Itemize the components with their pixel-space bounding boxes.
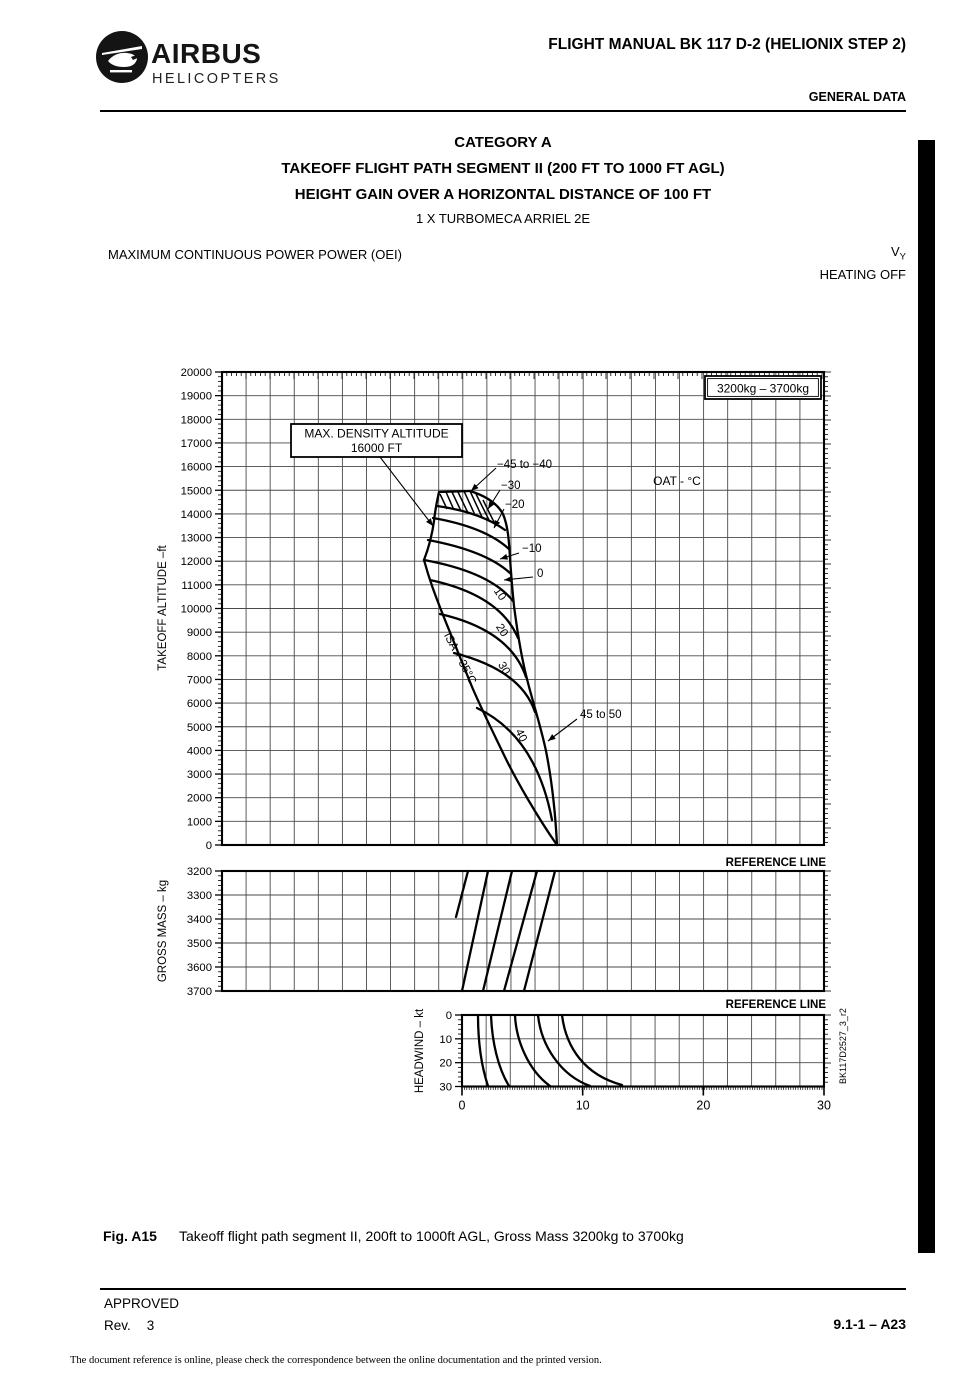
- label-oat-unit: OAT - °C: [653, 474, 701, 488]
- reference-line-label-2: REFERENCE LINE: [725, 999, 826, 1011]
- y-tick-label: 4000: [186, 745, 212, 758]
- y-tick-label: 20000: [180, 367, 212, 379]
- figure-file-id: BK117D2527_3_r2: [838, 1008, 848, 1084]
- change-bar: [918, 140, 935, 1253]
- y-tick-label: 7000: [186, 674, 212, 687]
- y-tick-label: 0: [205, 840, 212, 852]
- engine-title: 1 X TURBOMECA ARRIEL 2E: [415, 211, 591, 226]
- x-tick-label: 30: [817, 1098, 831, 1113]
- y-tick-label: 19000: [180, 390, 212, 403]
- max-density-altitude-box: [291, 424, 462, 457]
- gross-mass-panel: [157, 866, 831, 998]
- y-tick-label: 9000: [186, 627, 212, 640]
- section-title: GENERAL DATA: [808, 90, 906, 104]
- page-reference: 9.1-1 – A23: [833, 1316, 906, 1332]
- manual-title: FLIGHT MANUAL BK 117 D-2 (HELIONIX STEP 2): [548, 36, 906, 53]
- takeoff-altitude-panel-envelope-top-edge: [439, 491, 470, 492]
- footer-rule: [100, 1288, 906, 1290]
- label-oat-20: 20: [493, 621, 511, 640]
- figure-number: Fig. A15: [103, 1228, 157, 1244]
- label-isa-plus-35: ISA + 35°C: [441, 630, 479, 687]
- y-tick-label: 3600: [186, 962, 212, 974]
- gross-mass-panel-mass-line-5: [524, 871, 555, 991]
- online-reference-note: The document reference is online, please check the correspondence between the online documentation and the printed version.: [70, 1355, 602, 1366]
- x-tick-label: 0: [458, 1098, 466, 1113]
- y-tick-label: 3500: [186, 938, 212, 950]
- label-oat-minus-20: −20: [505, 499, 525, 511]
- takeoff-altitude-panel: [157, 367, 831, 852]
- takeoff-altitude-panel-isa-plus-35-boundary: [424, 560, 557, 845]
- y-tick-label: 3400: [186, 914, 212, 926]
- label-oat-minus-30: −30: [501, 480, 521, 492]
- y-tick-label: 8000: [186, 650, 212, 663]
- max-density-leader-arrowhead: [426, 518, 433, 526]
- label-oat-45-to-50: 45 to 50: [580, 709, 622, 721]
- y-tick-label: 30: [439, 1081, 452, 1094]
- mass-range-box-text: 3200kg – 3700kg: [716, 381, 810, 396]
- figure-caption: [103, 1228, 684, 1244]
- y-tick-label: 20: [439, 1057, 452, 1070]
- gross-mass-panel-mass-line-4: [504, 871, 537, 991]
- label-oat-10: 10: [490, 585, 509, 603]
- approval-status: APPROVED: [104, 1296, 180, 1311]
- y-tick-label: 11000: [181, 579, 212, 592]
- y-tick-label: 10: [439, 1033, 452, 1046]
- label-oat-minus-10: −10: [522, 543, 542, 555]
- label-oat-40: 40: [512, 727, 529, 745]
- headwind-panel: [414, 1008, 831, 1112]
- chart-title-line3: HEIGHT GAIN OVER A HORIZONTAL DISTANCE OF 100 FT: [294, 186, 712, 203]
- heating-condition: HEATING OFF: [819, 267, 906, 282]
- oat-45-to-50-leader: [548, 719, 577, 741]
- y-tick-label: 1000: [186, 816, 212, 829]
- y-tick-label: 12000: [180, 556, 212, 569]
- brand-name: AIRBUS: [151, 38, 262, 69]
- chart-title-line2: TAKEOFF FLIGHT PATH SEGMENT II (200 FT TO 1000 FT AGL): [281, 160, 725, 177]
- oat-minus-45-leader: [471, 468, 496, 491]
- takeoff-altitude-panel-axis-title: TAKEOFF ALTITUDE –ft: [157, 545, 169, 671]
- oat-0-leader-arrowhead: [504, 576, 512, 582]
- speed-v: V: [890, 244, 900, 259]
- y-tick-label: 3300: [186, 890, 212, 902]
- chart-title-line1: CATEGORY A: [454, 134, 552, 151]
- max-density-altitude-box-text: MAX. DENSITY ALTITUDE: [304, 426, 449, 441]
- y-tick-label: 3200: [186, 866, 212, 878]
- y-tick-label: 15000: [180, 485, 212, 498]
- gross-mass-panel-mass-line-1: [456, 871, 468, 917]
- y-tick-label: 6000: [186, 698, 212, 711]
- gross-mass-panel-axis-title: GROSS MASS – kg: [157, 879, 169, 983]
- revision-value: 3: [146, 1318, 155, 1333]
- panel-border: [222, 871, 824, 991]
- y-tick-label: 18000: [180, 414, 212, 427]
- label-oat-minus-45-to-40: −45 to −40: [497, 459, 552, 471]
- y-tick-label: 14000: [180, 508, 212, 521]
- max-density-leader-line: [380, 457, 433, 526]
- max-density-leader: [380, 457, 433, 526]
- revision-label: Rev.: [104, 1318, 131, 1333]
- speed-y-sub: Y: [899, 251, 906, 263]
- x-tick-label: 10: [575, 1098, 590, 1113]
- power-condition: MAXIMUM CONTINUOUS POWER POWER (OEI): [108, 247, 402, 262]
- revision-line: [104, 1318, 154, 1333]
- y-tick-label: 2000: [186, 792, 212, 805]
- takeoff-altitude-panel-envelope-left-boundary: [424, 492, 439, 560]
- y-tick-label: 17000: [180, 437, 212, 450]
- headwind-panel-wind-curve-3: [515, 1015, 550, 1086]
- gross-mass-panel-mass-line-2: [462, 871, 488, 991]
- y-tick-label: 3700: [186, 986, 212, 998]
- brand-subname: HELICOPTERS: [152, 71, 281, 87]
- y-tick-label: 13000: [180, 532, 212, 545]
- max-density-altitude-box-text: 16000 FT: [350, 441, 403, 455]
- oat-45-to-50-leader-arrowhead: [548, 734, 556, 741]
- oat-0-leader: [504, 576, 533, 582]
- y-tick-label: 5000: [186, 721, 212, 734]
- mass-range-box: [705, 376, 821, 399]
- gross-mass-panel-mass-line-3: [483, 871, 512, 991]
- oat-minus-10-leader-arrowhead: [500, 554, 508, 560]
- label-oat-30: 30: [495, 659, 512, 678]
- y-tick-label: 10000: [180, 603, 212, 616]
- headwind-panel-axis-title: HEADWIND – kt: [414, 1008, 426, 1094]
- label-oat-0: 0: [537, 568, 544, 580]
- takeoff-altitude-panel-oat-curve-minus-10: [428, 540, 511, 574]
- figure-caption-text: Takeoff flight path segment II, 200ft to 1000ft AGL, Gross Mass 3200kg to 3700kg: [178, 1228, 684, 1244]
- headwind-panel-wind-curve-2: [491, 1015, 509, 1086]
- reference-line-label-1: REFERENCE LINE: [725, 857, 826, 869]
- y-tick-label: 3000: [186, 769, 212, 782]
- y-tick-label: 0: [445, 1010, 452, 1022]
- x-tick-label: 20: [696, 1098, 711, 1113]
- y-tick-label: 16000: [180, 461, 212, 474]
